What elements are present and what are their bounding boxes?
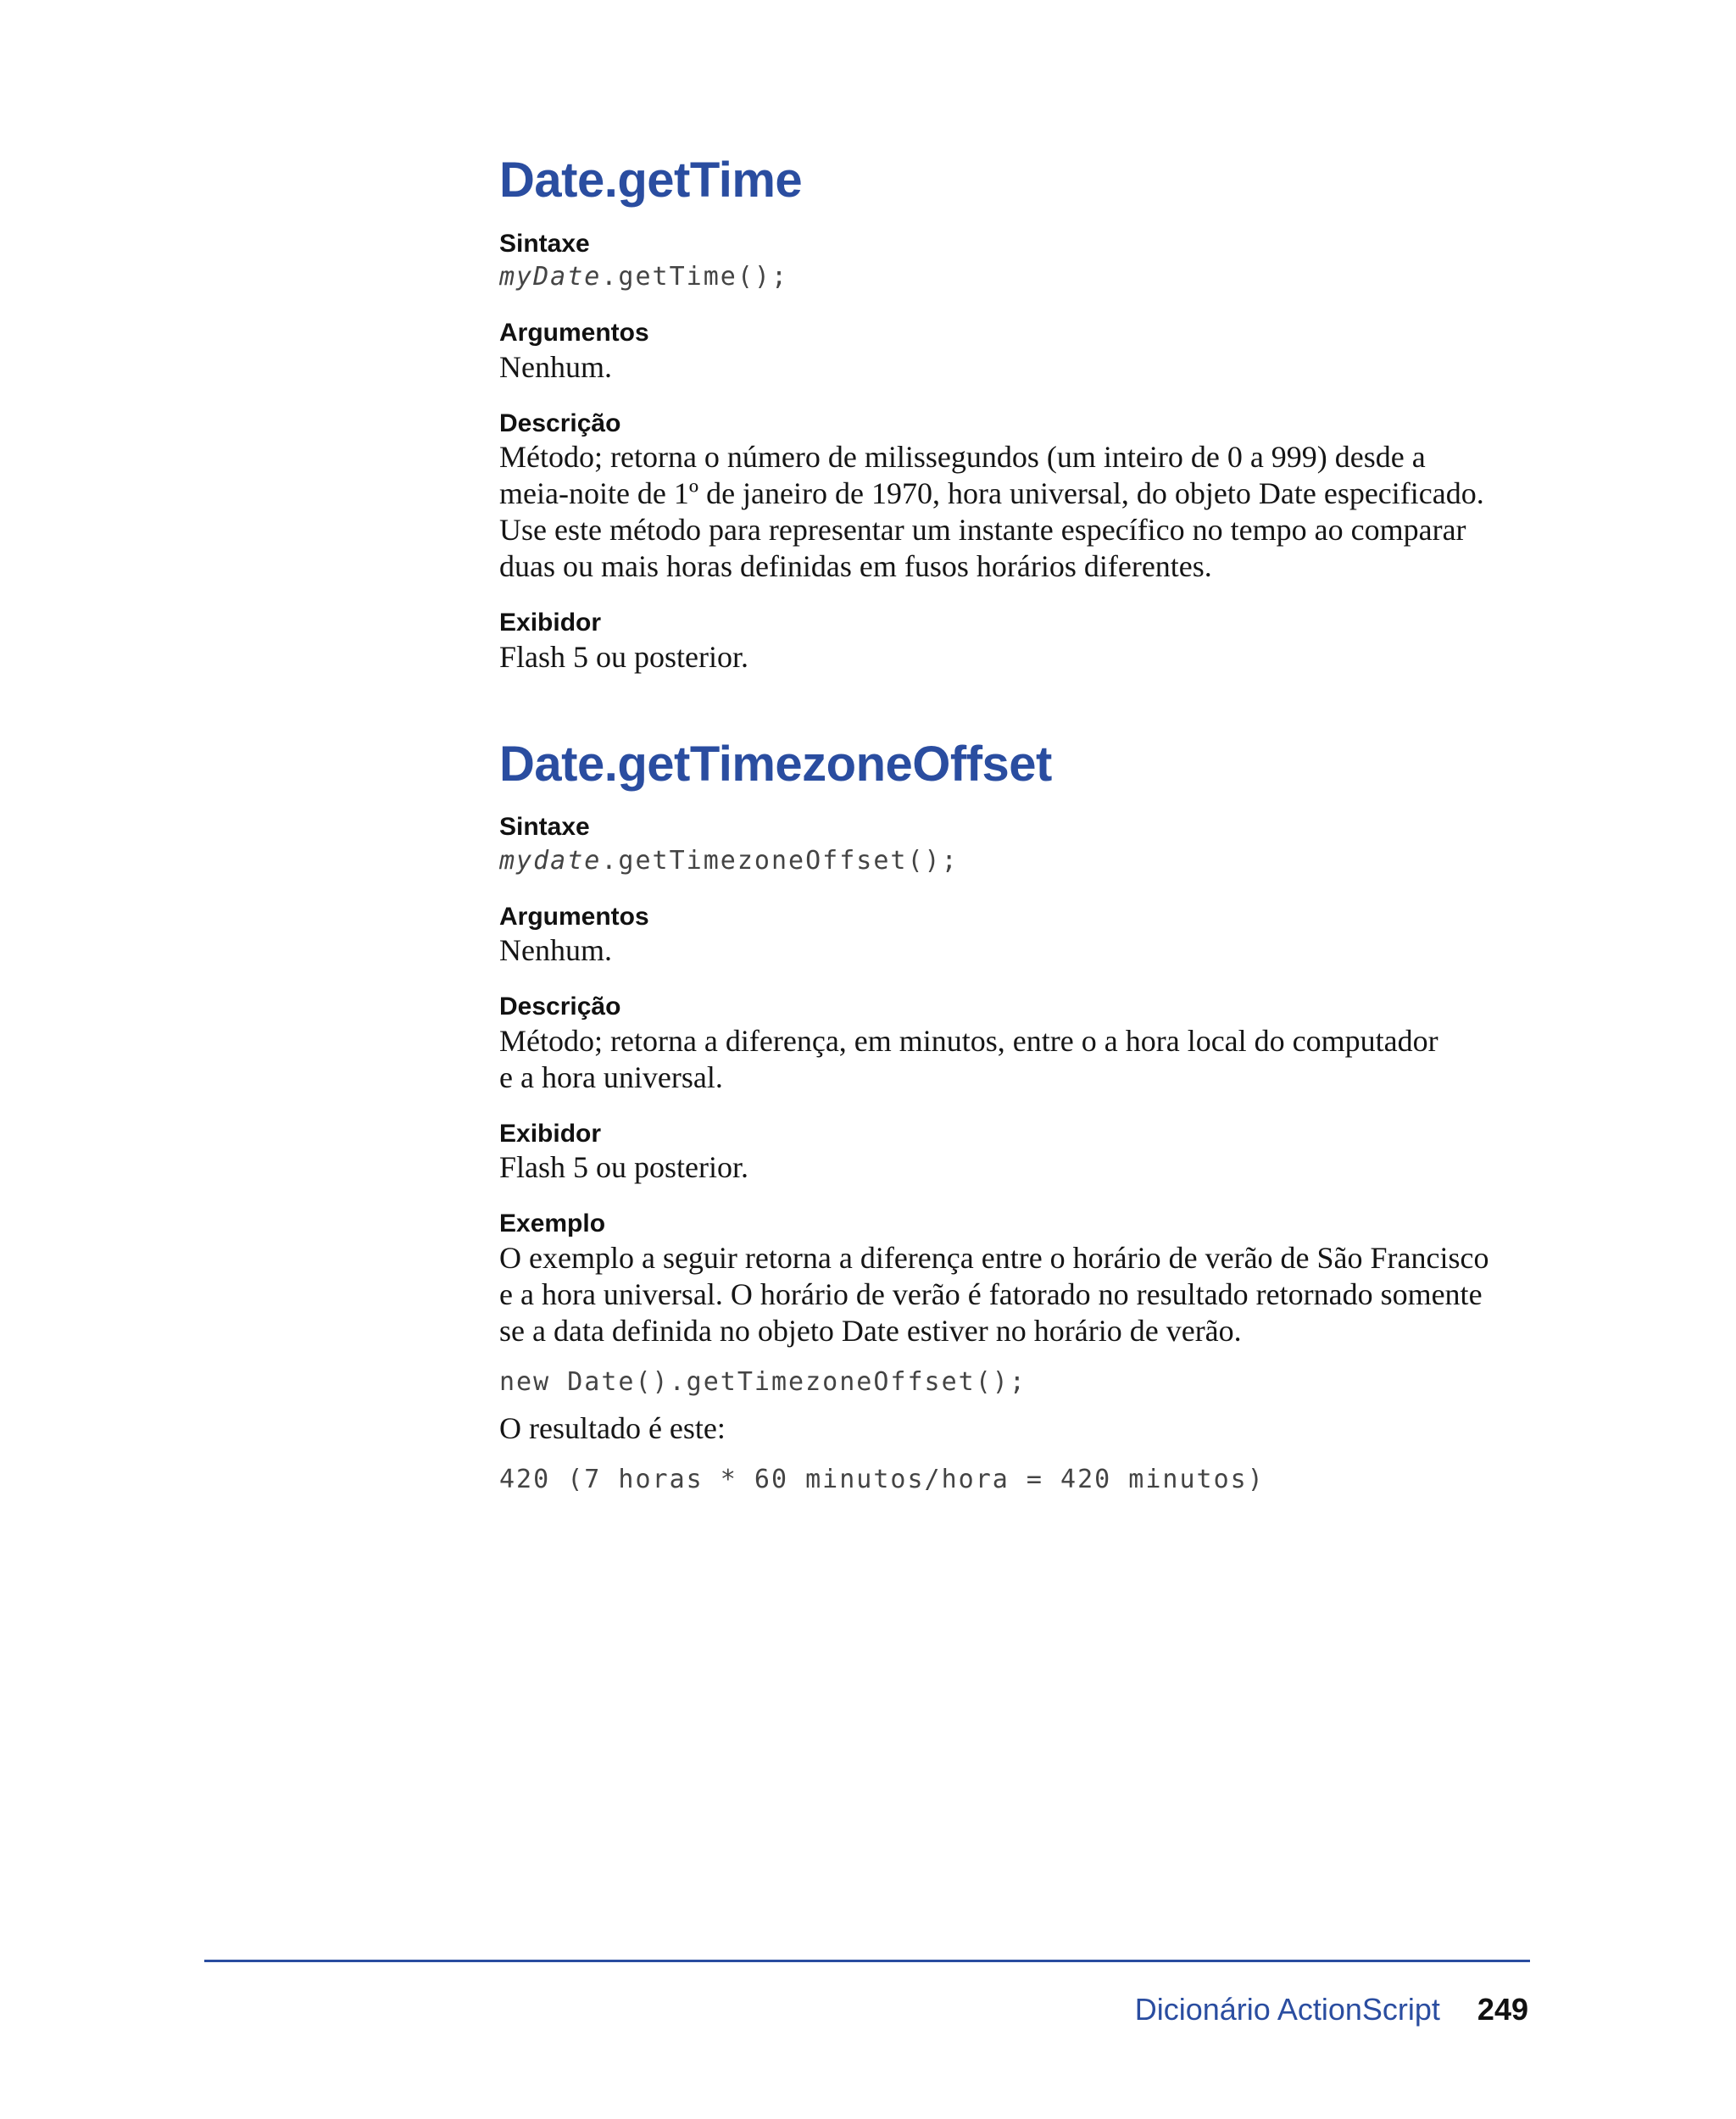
description-line: Método; retorna a diferença, em minutos, entre o a hora local do computador [499,1023,1438,1058]
description-line: Método; retorna o número de milissegundos (um inteiro de 0 a 999) desde a [499,440,1426,475]
section-label: Descrição [499,409,621,437]
arguments-text: Nenhum. [499,349,612,384]
code-object-name: mydate [499,845,602,876]
syntax-code [499,259,1542,295]
section-label: Sintaxe [499,229,590,258]
page-number: 249 [1477,1992,1528,2027]
arguments-section [499,317,1542,386]
example-section [499,1208,1542,1498]
description-line: duas ou mais horas definidas em fusos horários diferentes. [499,549,1212,584]
syntax-section [499,811,1542,879]
section-label: Argumentos [499,319,649,348]
example-line: se a data definida no objeto Date estiver no horário de verão. [499,1313,1242,1348]
entry-date-gettime [499,153,1542,676]
section-label: Descrição [499,993,621,1021]
footer-book-title: Dicionário ActionScript [1134,1992,1440,2027]
player-text: Flash 5 ou posterior. [499,639,748,674]
description-line: meia-noite de 1º de janeiro de 1970, hora universal, do objeto Date especificado. [499,476,1484,511]
section-label: Argumentos [499,902,649,931]
arguments-text: Nenhum. [499,933,612,968]
entry-title: Date.getTime [499,153,803,208]
syntax-code [499,843,1542,879]
player-section [499,1118,1542,1187]
section-label: Sintaxe [499,813,590,842]
arguments-section [499,901,1542,970]
code-object-name: myDate [499,262,602,292]
page-footer [1135,1992,1528,2027]
player-text: Flash 5 ou posterior. [499,1150,748,1185]
result-text: O resultado é este: [499,1410,726,1445]
description-section [499,408,1542,586]
code-method-call: .getTimezoneOffset(); [601,845,959,876]
entry-title: Date.getTimezoneOffset [499,736,1052,792]
footer-divider [204,1960,1530,1962]
page-content [499,153,1542,1520]
description-line: Use este método para representar um instante específico no tempo ao comparar [499,513,1466,548]
player-section [499,607,1542,676]
entry-date-gettimezoneoffset [499,737,1542,1498]
section-label: Exibidor [499,609,602,637]
code-method-call: .getTime(); [601,262,789,292]
example-line: O exemplo a seguir retorna a diferença entre o horário de verão de São Francisco [499,1240,1489,1275]
description-line: e a hora universal. [499,1060,723,1094]
section-label: Exemplo [499,1210,606,1238]
example-code: new Date().getTimezoneOffset(); [499,1366,1027,1397]
result-code: 420 (7 horas * 60 minutos/hora = 420 minutos) [499,1464,1265,1494]
section-label: Exibidor [499,1119,602,1148]
description-section [499,991,1542,1096]
syntax-section [499,228,1542,296]
example-line: e a hora universal. O horário de verão é fatorado no resultado retornado somente [499,1276,1483,1311]
